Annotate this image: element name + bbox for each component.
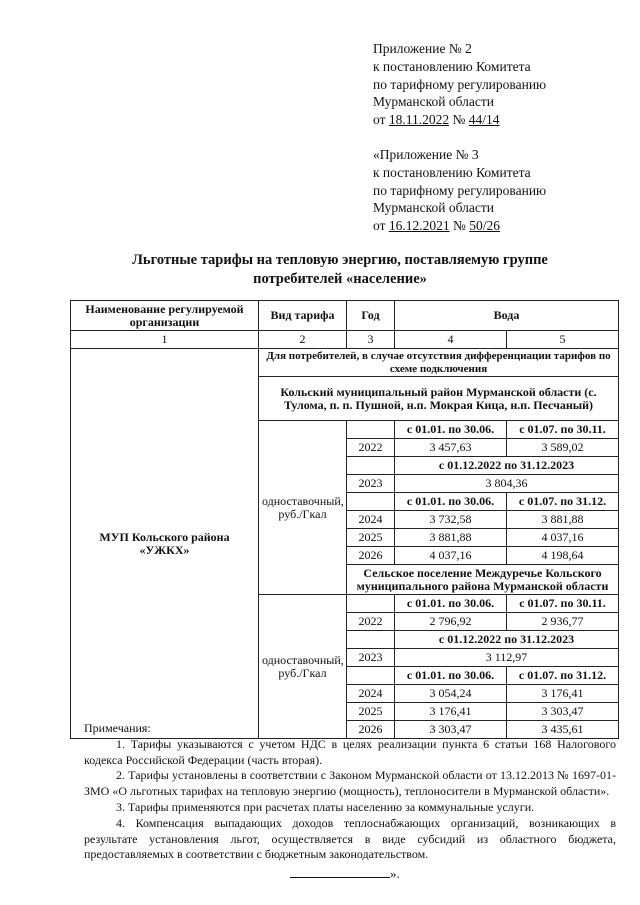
- tariff-unit: одноставочный, руб./Гкал: [259, 595, 347, 739]
- appendix-line: по тарифному регулированию: [373, 76, 547, 92]
- value-cell: 3 054,24: [395, 685, 507, 703]
- date-prefix: от: [373, 218, 386, 234]
- appendix-current: [373, 40, 546, 129]
- year-cell: [347, 493, 395, 511]
- header-number: 4: [395, 331, 507, 349]
- value-cell: 3 176,41: [507, 685, 619, 703]
- closing-line: [290, 866, 400, 882]
- year-cell: 2026: [347, 547, 395, 565]
- year-cell: 2024: [347, 511, 395, 529]
- value-cell: 3 303,47: [395, 721, 507, 739]
- value-cell: 3 303,47: [507, 703, 619, 721]
- appendix-date-line: [373, 111, 546, 129]
- value-cell: 3 881,88: [507, 511, 619, 529]
- header-number: 2: [259, 331, 347, 349]
- appendix-line: к постановлению Комитета: [373, 58, 531, 74]
- value-cell: 3 457,63: [395, 439, 507, 457]
- year-cell: [347, 421, 395, 439]
- value-cell: 4 037,16: [395, 547, 507, 565]
- header-year: Год: [347, 301, 395, 331]
- number-prefix: №: [452, 112, 466, 128]
- year-cell: 2025: [347, 529, 395, 547]
- note-item: 4. Компенсация выпадающих доходов теплоснабжающих организаций, возникающих в результате установления льгот, осуществляется в виде субсидий из областного бюджета, предоставляемых в соответствии с бюджетным законодательством.: [84, 815, 616, 862]
- year-cell: 2023: [347, 475, 395, 493]
- date-prefix: от: [373, 112, 386, 128]
- value-cell: 3 732,58: [395, 511, 507, 529]
- year-cell: 2022: [347, 439, 395, 457]
- header-number: 5: [507, 331, 619, 349]
- period-header: с 01.12.2022 по 31.12.2023: [395, 457, 619, 475]
- title-line: Льготные тарифы на тепловую энергию, поставляемую группе: [132, 252, 548, 268]
- appendix-number: 44/14: [468, 112, 500, 128]
- value-cell: 4 037,16: [507, 529, 619, 547]
- note-item: 2. Тарифы установлены в соответствии с Законом Мурманской области от 13.12.2013 № 1697-01-ЗМО «О льготных тарифах на тепловую энергию (мощность), теплоносители в Мурманской области».: [84, 768, 616, 799]
- period-header: с 01.01. по 30.06.: [395, 421, 507, 439]
- header-water: Вода: [395, 301, 619, 331]
- year-cell: [347, 457, 395, 475]
- year-cell: [347, 595, 395, 613]
- section-name: Сельское поселение Междуречье Кольского муниципального района Мурманской области: [347, 565, 619, 595]
- period-header: с 01.01. по 30.06.: [395, 667, 507, 685]
- year-cell: 2025: [347, 703, 395, 721]
- closing-underline: [290, 867, 390, 878]
- year-cell: [347, 667, 395, 685]
- year-cell: 2024: [347, 685, 395, 703]
- period-header: с 01.07. по 30.11.: [507, 421, 619, 439]
- value-cell: 3 112,97: [395, 649, 619, 667]
- period-header: с 01.07. по 31.12.: [507, 493, 619, 511]
- value-cell: 3 881,88: [395, 529, 507, 547]
- appendix-line: по тарифному регулированию: [373, 182, 547, 198]
- document-title: [60, 251, 620, 289]
- value-cell: 3 804,36: [395, 475, 619, 493]
- notes-block: [84, 721, 616, 863]
- appendix-number: 50/26: [469, 218, 501, 234]
- organization-name: МУП Кольского района «УЖКХ»: [71, 349, 259, 739]
- section-name: Кольский муниципальный район Мурманской области (с. Тулома, п. п. Пушной, н.п. Мокрая Кица, н.п. Песчаный): [259, 377, 619, 421]
- tariff-unit: одноставочный, руб./Гкал: [259, 421, 347, 595]
- value-cell: 3 435,61: [507, 721, 619, 739]
- appendix-line: к постановлению Комитета: [373, 164, 531, 180]
- year-cell: 2022: [347, 613, 395, 631]
- notes-heading: Примечания:: [84, 721, 151, 735]
- appendix-prior: [373, 146, 546, 235]
- appendix-date: 18.11.2022: [388, 112, 450, 128]
- period-header: с 01.01. по 30.06.: [395, 493, 507, 511]
- value-cell: 3 589,02: [507, 439, 619, 457]
- period-header: с 01.01. по 30.06.: [395, 595, 507, 613]
- year-cell: [347, 631, 395, 649]
- appendix-line: Мурманской области: [373, 200, 494, 216]
- number-prefix: №: [452, 218, 466, 234]
- note-item: 1. Тарифы указываются с учетом НДС в целях реализации пункта 6 статьи 168 Налогового кодекса Российской Федерации (часть вторая).: [84, 736, 616, 767]
- value-cell: 2 796,92: [395, 613, 507, 631]
- header-org: Наименование регулируемой организации: [71, 301, 259, 331]
- appendix-line: Мурманской области: [373, 94, 494, 110]
- value-cell: 4 198,64: [507, 547, 619, 565]
- tariff-table: [70, 300, 619, 739]
- appendix-date: 16.12.2021: [388, 218, 450, 234]
- value-cell: 2 936,77: [507, 613, 619, 631]
- value-cell: 3 176,41: [395, 703, 507, 721]
- period-header: с 01.12.2022 по 31.12.2023: [395, 631, 619, 649]
- header-tariff-type: Вид тарифа: [259, 301, 347, 331]
- header-number: 1: [71, 331, 259, 349]
- year-cell: 2026: [347, 721, 395, 739]
- header-number: 3: [347, 331, 395, 349]
- year-cell: 2023: [347, 649, 395, 667]
- appendix-title: «Приложение № 3: [373, 147, 479, 162]
- closing-quote: ».: [390, 866, 400, 881]
- period-header: с 01.07. по 31.12.: [507, 667, 619, 685]
- title-line: потребителей «население»: [253, 271, 427, 287]
- appendix-title: Приложение № 2: [373, 41, 472, 56]
- appendix-date-line: [373, 217, 546, 235]
- group-note: Для потребителей, в случае отсутствия дифференциации тарифов по схеме подключения: [259, 349, 619, 377]
- note-item: 3. Тарифы применяются при расчетах платы населению за коммунальные услуги.: [116, 799, 535, 814]
- period-header: с 01.07. по 30.11.: [507, 595, 619, 613]
